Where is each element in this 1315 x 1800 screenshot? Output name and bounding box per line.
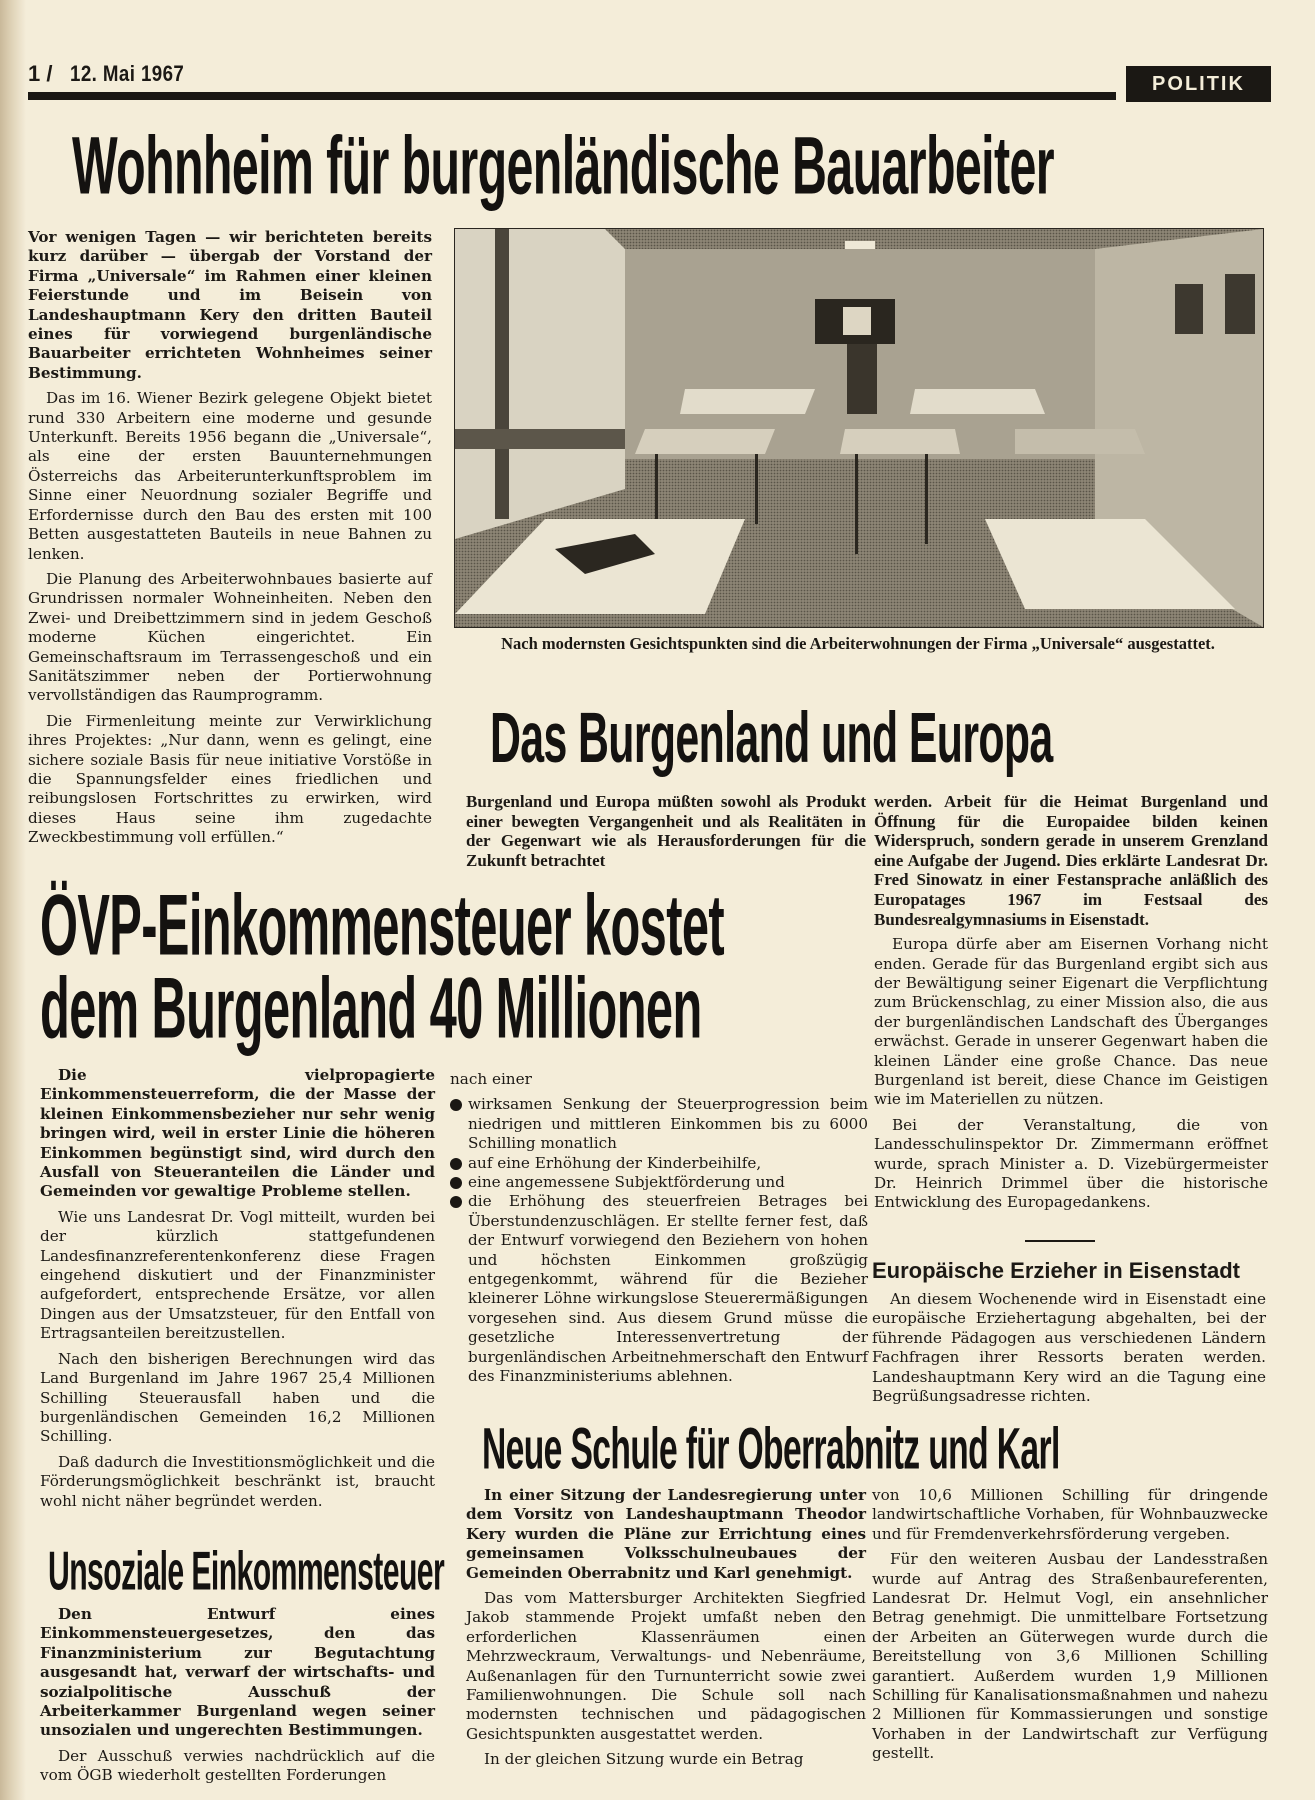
paragraph: nach einer — [450, 1070, 532, 1088]
headline-oevp-line2: dem Burgenland 40 Millionen — [40, 960, 702, 1057]
headline-oevp-line1: ÖVP-Einkommensteuer kostet — [40, 877, 725, 974]
headline-europaeische-erzieher: Europäische Erzieher in Eisenstadt — [872, 1258, 1241, 1283]
paragraph: Das vom Mattersburger Architekten Siegfried Jakob stammende Projekt umfaßt neben den erforderlichen Klassenräumen einen Mehrzweckraum, Verwaltungs- und Nebenräume, Außenanlagen für den Turnunterricht sowie zwei Familienwohnungen. Die Schule soll nach modernsten technischen und pädagogischen Gesichtspunkten ausgestattet werden. — [466, 1589, 866, 1743]
section-label: POLITIK — [1126, 66, 1271, 102]
article-lead: werden. Arbeit für die Heimat Burgenland und Öffnung für die Europaidee bilden keinen Widerspruch, sondern gerade in unserem Grenzland eine Aufgabe der Jugend. Dies erklärte Landesrat Dr. Fred Sinowatz in einer Festansprache anläßlich des Europatages 1967 im Festsaal des Bundesrealgymnasiums in Eisenstadt. — [874, 792, 1268, 929]
bullet-item: eine angemessene Subjektförderung und — [450, 1173, 868, 1192]
article-unsozial-body — [40, 1605, 435, 1792]
paragraph: von 10,6 Millionen Schilling für dringende landwirtschaftliche Vorhaben, für Wohnbauzwecke und für Fremdenverkehrsförderung vergeben. — [872, 1486, 1268, 1543]
paragraph: Europa dürfe aber am Eisernen Vorhang nicht enden. Gerade für das Burgenland ergibt sich aus der Bewältigung seiner Eigenart die Verpflichtung zum Brückenschlag, zu einer Mission also, die aus der burgenländischen Landschaft des Überganges erwächst. Gerade in unserer Gegenwart haben die kleinen Länder eine große Chance. Das neue Burgenland ist bereit, diese Chance im Geistigen wie im Materiellen zu nützen. — [874, 935, 1268, 1109]
separator-rule — [1025, 1240, 1095, 1242]
article-schule-col2 — [872, 1486, 1268, 1770]
bullet-icon — [450, 1099, 462, 1111]
paragraph: An diesem Wochenende wird in Eisenstadt eine europäische Erziehertagung abgehalten, bei der führende Pädagogen aus verschiedenen Ländern Fachfragen ihrer Ressorts beraten werden. Landeshauptmann Kery wird an die Tagung eine Begrüßungsadresse richten. — [872, 1290, 1266, 1406]
bullet-item: die Erhöhung des steuerfreien Betrages bei Überstundenzuschlägen. Er stellte ferner fest, daß der Entwurf vorwiegend den Beziehern von hohen und höchsten Einkommen großzügig entgegenkommt, während für die Bezieher kleinerer Löhne wirkungslose Steuerermäßigungen vorgesehen sind. Aus diesem Grund müsse die gesetzliche Interessenvertretung der burgenländischen Arbeitnehmerschaft den Entwurf des Finanzministeriums ablehnen. — [450, 1192, 868, 1386]
paragraph: In der gleichen Sitzung wurde ein Betrag — [484, 1750, 804, 1769]
bullet-item: auf eine Erhöhung der Kinderbeihilfe, — [450, 1154, 868, 1173]
paragraph: Das im 16. Wiener Bezirk gelegene Objekt bietet rund 330 Arbeitern eine moderne und gesunde Unterkunft. Bereits 1956 begann die „Universale“, als eine der ersten Bauunternehmungen Österreichs das Arbeiterunterkunftsproblem im Sinne einer Neuordnung sozialer Begriffe und Erfordernisse durch den Bau des ersten mit 100 Betten ausgestatteten Bauteils in neue Bahnen zu lenken. — [28, 389, 432, 563]
article-lead: In einer Sitzung der Landesregierung unter dem Vorsitz von Landeshauptmann Theodor Kery wurden die Pläne zur Errichtung eines gemeinsamen Volksschulneubaues der Gemeinden Oberrabnitz und Karl genehmigt. — [466, 1486, 866, 1582]
headline-neue-schule: Neue Schule für Oberrabnitz und Karl — [482, 1415, 1060, 1482]
photo-common-room — [454, 228, 1264, 628]
article-erzieher-body — [872, 1290, 1266, 1412]
headline-wohnheim: Wohnheim für burgenländische Bauarbeiter — [72, 119, 1054, 212]
paragraph: Die Firmenleitung meinte zur Verwirklichung ihres Projektes: „Nur dann, wenn es gelingt, eine sichere soziale Basis für neue initiative Vorstöße in die Spannungsfelder eines friedlichen und reibungslosen Fortschrittes zu erwirken, wird dieses Haus seine ihm zugedachte Zweckbestimmung voll erfüllen.“ — [28, 711, 432, 847]
article-lead: Die vielpropagierte Einkommensteuerreform, die der Masse der kleinen Einkommensbezieher nur sehr wenig bringen wird, weil in erster Linie die höheren Einkommen begünstigt sind, wird durch den Ausfall von Steueranteilen die Länder und Gemeinden vor gewaltige Probleme stellen. — [40, 1066, 435, 1201]
article-europa-lead-col1: Burgenland und Europa müßten sowohl als Produkt einer bewegten Vergangenheit und als Realitäten in der Gegenwart wie als Herausforderungen für die Zukunft betrachtet — [466, 792, 866, 870]
paragraph: Die Planung des Arbeiterwohnbaues basierte auf Grundrissen normaler Wohneinheiten. Neben den Zwei- und Dreibettzimmern sind in jedem Geschoß moderne Küchen eingerichtet. Ein Gemeinschaftsraum im Terrassengeschoß und ein Sanitätszimmer neben der Portierwohnung vervollständigen das Raumprogramm. — [28, 569, 432, 705]
article-oevp-col2 — [450, 1070, 868, 1387]
bullet-icon — [450, 1177, 462, 1189]
paragraph: Wie uns Landesrat Dr. Vogl mitteilt, wurden bei der kürzlich stattgefundenen Landesfinanzreferentenkonferenz diese Fragen eingehend diskutiert und der Finanzminister aufgefordert, entsprechende Ersätze, vor allen Dingen aus der Umsatzsteuer, für den Entfall von Ertragsanteilen bereitzustellen. — [40, 1207, 435, 1343]
headline-unsoziale-einkommensteuer: Unsoziale Einkommensteuer — [48, 1541, 445, 1602]
article-wohnheim-body — [28, 228, 432, 854]
issue-date: 12. Mai 1967 — [70, 61, 185, 86]
paragraph: Nach den bisherigen Berechnungen wird das Land Burgenland im Jahre 1967 25,4 Millionen Schilling Steuerausfall haben und die burgenländischen Gemeinden 16,2 Millionen Schilling. — [40, 1349, 435, 1446]
photo-image — [455, 229, 1263, 627]
page-number: 1 / — [28, 61, 53, 86]
header-rule — [28, 92, 1116, 100]
article-lead: Vor wenigen Tagen — wir berichteten bereits kurz darüber — übergab der Vorstand der Firma „Universale“ im Rahmen einer kleinen Feierstunde und im Beisein von Landeshauptmann Kery den dritten Bauteil eines für vorwiegend burgenländische Bauarbeiter errichteten Wohnheimes seiner Bestimmung. — [28, 228, 432, 382]
photo-caption: Nach modernsten Gesichtspunkten sind die Arbeiterwohnungen der Firma „Universale“ ausgestattet. — [501, 634, 1215, 653]
article-europa-col2 — [874, 792, 1268, 1219]
paragraph: Bei der Veranstaltung, die von Landesschulinspektor Dr. Zimmermann eröffnet wurde, sprach Minister a. D. Vizebürgermeister Dr. Heinrich Drimmel über die historische Entwicklung des Europagedankens. — [874, 1115, 1268, 1212]
headline-burgenland-europa: Das Burgenland und Europa — [490, 698, 1053, 778]
page-binding-edge — [0, 0, 26, 1800]
bullet-item: wirksamen Senkung der Steuerprogression beim niedrigen und mittleren Einkommen bis zu 6000 Schilling monatlich — [450, 1095, 868, 1153]
bullet-icon — [450, 1196, 462, 1208]
paragraph: Der Ausschuß verwies nachdrücklich auf die vom ÖGB wiederholt gestellten Forderungen — [40, 1746, 435, 1785]
article-lead: Den Entwurf eines Einkommensteuergesetzes, den das Finanzministerium zur Begutachtung ausgesandt hat, verwarf der wirtschafts- und sozialpolitische Ausschuß der Arbeiterkammer Burgenland wegen seiner unsozialen und ungerechten Bestimmungen. — [40, 1605, 435, 1740]
article-oevp-col1 — [40, 1066, 435, 1517]
article-schule-col1 — [466, 1486, 866, 1776]
paragraph: Daß dadurch die Investitionsmöglichkeit und die Förderungsmöglichkeit beschränkt ist, braucht wohl nicht näher begründet werden. — [40, 1452, 435, 1510]
bullet-icon — [450, 1158, 462, 1170]
paragraph: Für den weiteren Ausbau der Landesstraßen wurde auf Antrag des Straßenbaureferenten, Landesrat Dr. Helmut Vogl, ein ansehnlicher Betrag genehmigt. Die unmittelbare Fortsetzung der Arbeiten an Güterwegen wurde durch die Bereitstellung von 3,6 Millionen Schilling garantiert. Außerdem wurden 1,9 Millionen Schilling für Kanalisationsmaßnahmen und nahezu 2 Millionen für Kommassierungen und sonstige Vorhaben in der Landwirtschaft zur Verfügung gestellt. — [872, 1550, 1268, 1763]
